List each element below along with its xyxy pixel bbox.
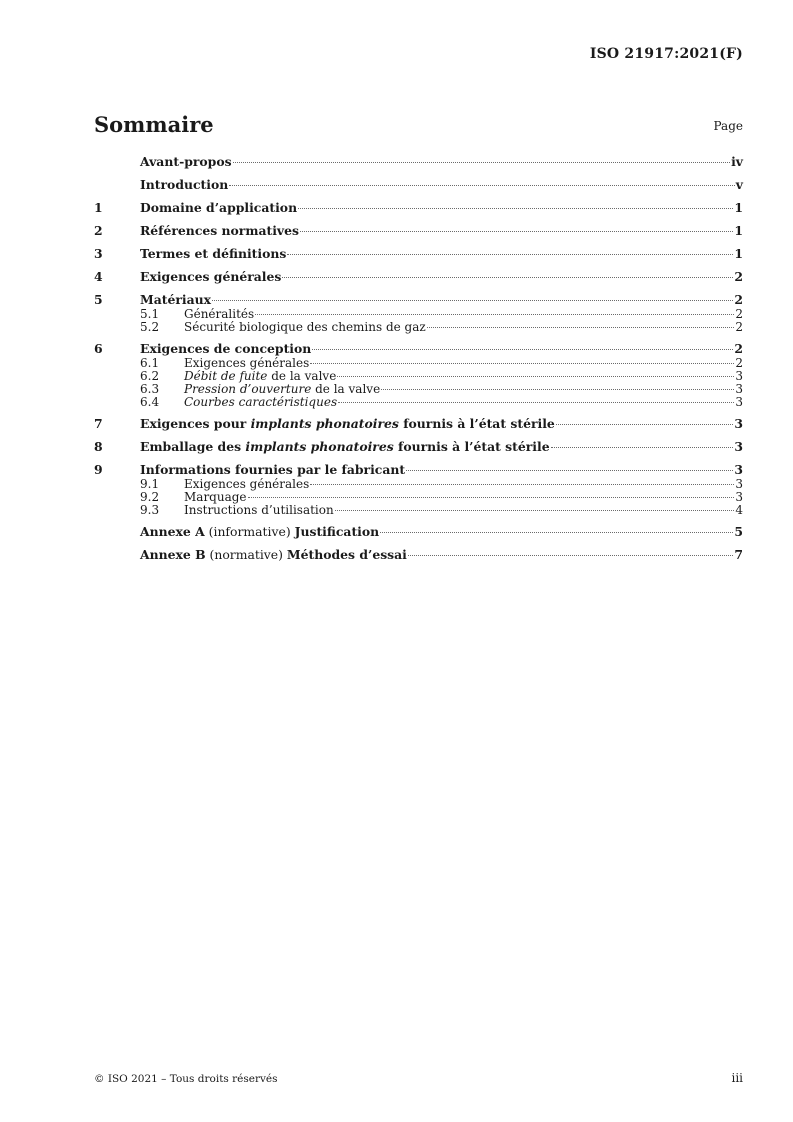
toc-entry-title	[140, 462, 405, 478]
toc-title-part: Exigences pour	[140, 416, 251, 431]
toc-entry-title	[140, 154, 232, 170]
toc-title-part: Exigences générales	[184, 356, 310, 370]
toc-title-part: Annexe A	[140, 524, 205, 539]
dot-leader	[248, 497, 735, 498]
toc-page-number: 3	[734, 416, 743, 431]
toc-page-number: 3	[735, 477, 743, 491]
toc-page-number: 4	[735, 503, 743, 517]
toc-entry-title	[140, 292, 211, 308]
toc-page-number: 2	[734, 292, 743, 307]
toc-title-part: Exigences générales	[184, 477, 310, 491]
toc-entry-title	[184, 396, 337, 409]
toc-entry-title	[140, 439, 550, 455]
dot-leader	[312, 349, 733, 350]
toc-page-number: 2	[734, 269, 743, 284]
toc-page-number: 1	[734, 223, 743, 238]
toc-entry-title	[140, 547, 407, 563]
dot-leader	[310, 484, 734, 485]
toc-title-part: Références normatives	[140, 223, 299, 238]
toc-title-part: (informative)	[204, 524, 295, 539]
toc-heading: Sommaire	[94, 112, 214, 137]
toc-entry-title	[140, 223, 299, 239]
toc-page-number: 3	[735, 395, 743, 409]
toc-entry-number: 6.1	[140, 356, 160, 370]
toc-entry[interactable]	[94, 524, 743, 540]
footer-copyright: © ISO 2021 – Tous droits réservés	[94, 1073, 278, 1085]
toc-title-part: Instructions d’utilisation	[184, 503, 334, 517]
toc-entry[interactable]	[94, 177, 743, 193]
toc-title-part: Exigences de conception	[140, 341, 312, 356]
dot-leader	[427, 327, 735, 328]
toc-entry-title	[184, 321, 426, 334]
dot-leader	[282, 277, 733, 278]
dot-leader	[337, 376, 734, 377]
toc-entry-number: 5	[94, 292, 103, 307]
toc-page-number: 3	[735, 382, 743, 396]
dot-leader	[556, 424, 734, 425]
toc-page-number: 3	[734, 462, 743, 477]
toc-page-number: 1	[734, 246, 743, 261]
toc-page-number: 2	[735, 307, 743, 321]
toc-title-part: Informations fournies par le fabricant	[140, 462, 406, 477]
toc-entry-number: 2	[94, 223, 103, 238]
toc-subentry[interactable]	[94, 504, 743, 517]
toc-entry[interactable]	[94, 269, 743, 285]
toc-title-part: implants phonatoires	[250, 416, 399, 431]
toc-entry[interactable]	[94, 223, 743, 239]
toc-entry[interactable]	[94, 439, 743, 455]
toc-page-number: 2	[735, 356, 743, 370]
toc-entry[interactable]	[94, 292, 743, 308]
toc-page-number: 3	[735, 369, 743, 383]
toc-title-part: implants phonatoires	[245, 439, 394, 454]
page-column-label: Page	[713, 119, 743, 133]
toc-page-number: 2	[735, 320, 743, 334]
toc-subentry[interactable]	[94, 321, 743, 334]
toc-title-part: Sécurité biologique des chemins de gaz	[184, 320, 426, 334]
dot-leader	[298, 208, 733, 209]
toc-entry-title	[140, 416, 555, 432]
toc-entry-number: 5.1	[140, 307, 160, 321]
toc-entry-number: 8	[94, 439, 103, 454]
toc-title-part: Introduction	[140, 177, 229, 192]
toc-entry-title	[140, 269, 281, 285]
toc-entry-number: 6	[94, 341, 103, 356]
toc-entry-number: 6.3	[140, 382, 160, 396]
toc-subentry[interactable]	[94, 396, 743, 409]
dot-leader	[287, 254, 733, 255]
toc-title-part: fournis à l’état stérile	[393, 439, 550, 454]
toc-title-part: Emballage des	[140, 439, 246, 454]
dot-leader	[380, 532, 733, 533]
toc-page-number: 3	[735, 490, 743, 504]
dot-leader	[381, 389, 734, 390]
toc-title-part: Débit de fuite	[184, 369, 268, 383]
toc-entry-number: 9	[94, 462, 103, 477]
toc-title-part: Courbes caractéristiques	[184, 395, 338, 409]
toc-entry-number: 9.3	[140, 503, 160, 517]
toc-entry-title	[184, 504, 334, 517]
toc-page-number: 2	[734, 341, 743, 356]
toc-entry-number: 6.2	[140, 369, 160, 383]
dot-leader	[229, 185, 735, 186]
toc-entry[interactable]	[94, 341, 743, 357]
dot-leader	[551, 447, 734, 448]
toc-title-part: Termes et définitions	[140, 246, 287, 261]
footer-page-number: iii	[731, 1071, 743, 1085]
toc-entry-title	[140, 524, 379, 540]
toc-title-part: Matériaux	[140, 292, 212, 307]
toc-entry-title	[140, 341, 311, 357]
toc-entry-title	[140, 200, 297, 216]
toc-entry-title	[140, 246, 286, 262]
toc-entry-number: 3	[94, 246, 103, 261]
toc-title-part: Généralités	[184, 307, 255, 321]
toc-entry-number: 5.2	[140, 320, 160, 334]
toc-page-number: 7	[734, 547, 743, 562]
toc-title-part: Avant-propos	[140, 154, 232, 169]
toc-entry[interactable]	[94, 462, 743, 478]
toc-title-part: Annexe B	[140, 547, 206, 562]
dot-leader	[255, 314, 734, 315]
table-of-contents	[94, 154, 743, 563]
dot-leader	[408, 555, 733, 556]
toc-title-part: fournis à l’état stérile	[398, 416, 555, 431]
toc-entry-number: 7	[94, 416, 103, 431]
toc-entry-title	[140, 177, 228, 193]
document-id: ISO 21917:2021(F)	[589, 46, 743, 62]
toc-title-part: Domaine d’application	[140, 200, 298, 215]
toc-title-part: Méthodes d’essai	[286, 547, 407, 562]
dot-leader	[335, 510, 735, 511]
toc-title-part: de la valve	[311, 382, 381, 396]
toc-page-number: 1	[734, 200, 743, 215]
toc-page-number: 5	[734, 524, 743, 539]
dot-leader	[406, 470, 733, 471]
toc-entry-number: 4	[94, 269, 103, 284]
toc-title-part: Exigences générales	[140, 269, 282, 284]
toc-title-part: Marquage	[184, 490, 247, 504]
toc-entry[interactable]	[94, 154, 743, 170]
dot-leader	[338, 402, 734, 403]
toc-title-part: de la valve	[267, 369, 337, 383]
dot-leader	[300, 231, 733, 232]
dot-leader	[310, 363, 734, 364]
toc-title-part: Pression d’ouverture	[184, 382, 312, 396]
dot-leader	[233, 162, 731, 163]
toc-entry-number: 9.2	[140, 490, 160, 504]
toc-entry[interactable]	[94, 416, 743, 432]
toc-entry-number: 9.1	[140, 477, 160, 491]
toc-page-number: v	[735, 177, 743, 192]
dot-leader	[212, 300, 733, 301]
toc-entry[interactable]	[94, 246, 743, 262]
toc-page-number: 3	[734, 439, 743, 454]
toc-entry-number: 6.4	[140, 395, 160, 409]
toc-title-part: Justification	[294, 524, 380, 539]
toc-page-number: iv	[731, 154, 743, 169]
toc-title-part: (normative)	[205, 547, 287, 562]
toc-entry[interactable]	[94, 547, 743, 563]
toc-entry[interactable]	[94, 200, 743, 216]
toc-entry-number: 1	[94, 200, 103, 215]
